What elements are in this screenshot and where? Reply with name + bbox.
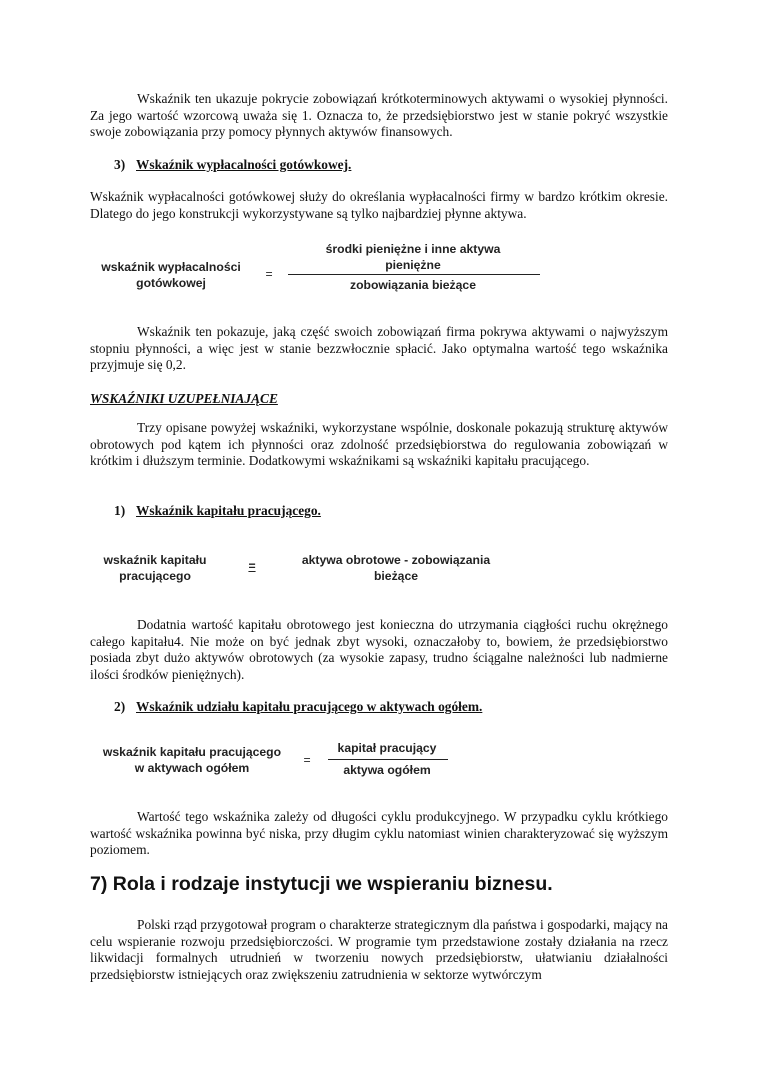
formula-lhs-line: w aktywach ogółem (134, 761, 250, 775)
heading-working-capital-share (114, 699, 482, 716)
paragraph-cash-solvency-interpretation: Wskaźnik ten pokazuje, jaką część swoich zobowiązań firma pokrywa aktywami o najwyższym stopniu płynności, a więc jest w stanie bezzwłocznie spłacić. Jako optymalna wartość tego wskaźnika przyjmuje się 0,2. (90, 324, 668, 373)
paragraph-cash-solvency-intro: Wskaźnik wypłacalności gotówkowej służy do określania wypłacalności firmy w bardzo krótkim okresie. Dlatego do jego konstrukcji wykorzystywane są tylko najbardziej płynne aktywa. (90, 189, 668, 221)
formula-rhs (290, 552, 502, 584)
heading-cash-solvency (114, 157, 351, 174)
section-title: WSKAŹNIKI UZUPEŁNIAJĄCE (90, 391, 278, 406)
heading-number: 1) (114, 503, 126, 518)
formula-lhs (94, 744, 290, 776)
paragraph-working-capital-share-interpretation: Wartość tego wskaźnika zależy od długości cyklu produkcyjnego. W przypadku cyklu krótkiego wartość wskaźnika powinna być niska, przy długim cyklu natomiast winien charakteryzować się wyższym poziomem. (90, 809, 668, 858)
paragraph-government-program: Polski rząd przygotował program o charakterze strategicznym dla państwa i gospodarki, mający na celu wspieranie rozwoju przedsiębiorczości. W programie tym przedstawione zostały działania na rzecz likwidacji formalnych utrudnień w tworzeniu nowych przedsiębiorstw, ułatwianiu działalności przedsiębiorstw istniejących oraz zwiększeniu zatrudnienia w sektorze wytwórczym (90, 917, 668, 982)
formula-equals: = (303, 753, 311, 767)
formula-rhs-line: bieżące (373, 569, 419, 583)
heading-working-capital (114, 503, 321, 520)
chapter-title: 7) Rola i rodzaje instytucji we wspieraniu biznesu. (90, 873, 553, 895)
heading-number: 3) (114, 157, 126, 172)
paragraph-working-capital-interpretation: Dodatnia wartość kapitału obrotowego jest konieczna do utrzymania ciągłości ruchu okrężnego całego kapitału4. Nie może on być jednak zbyt wysoki, oznaczałoby to, bowiem, że przedsiębiorstwo posiada zbyt dużo aktywów obrotowych (za wysokie zapasy, trudno ściągalne należności lub nadmierne ilości środków pieniężnych). (90, 617, 668, 682)
fraction-bar (288, 274, 540, 275)
heading-title: Wskaźnik udziału kapitału pracującego w aktywach ogółem. (136, 699, 483, 714)
formula-lhs-line: wskaźnik wypłacalności (101, 260, 241, 274)
formula-denominator: zobowiązania bieżące (350, 278, 476, 292)
formula-denominator: aktywa ogółem (343, 763, 431, 777)
formula-numerator-line: pieniężne (385, 258, 441, 272)
formula-equals: = (248, 559, 256, 573)
heading-title: Wskaźnik wypłacalności gotówkowej. (136, 157, 352, 172)
formula-lhs-line: gotówkowej (136, 276, 206, 290)
paragraph-supplementary-intro: Trzy opisane powyżej wskaźniki, wykorzystane wspólnie, doskonale pokazują strukturę aktywów obrotowych pod kątem ich płynności oraz zdolność przedsiębiorstwa do regulowania zobowiązań w krótkim i dłuższym terminie. Dodatkowymi wskaźnikami są wskaźniki kapitału pracującego. (90, 420, 668, 469)
formula-numerator (288, 241, 538, 273)
formula-numerator: kapitał pracujący (337, 741, 437, 755)
paragraph-liquidity-coverage: Wskaźnik ten ukazuje pokrycie zobowiązań krótkoterminowych aktywami o wysokiej płynności. Za jego wartość wzorcową uważa się 1. Oznacza to, że przedsiębiorstwo jest w stanie pokryć wszystkie swoje zobowiązania przy pomocy płynnych aktywów finansowych. (90, 91, 668, 140)
heading-number: 2) (114, 699, 126, 714)
fraction-bar (328, 759, 448, 760)
formula-lhs-line: pracującego (119, 569, 191, 583)
formula-equals: = (265, 267, 273, 281)
formula-numerator-line: środki pieniężne i inne aktywa (325, 242, 501, 256)
formula-lhs-line: wskaźnik kapitału (103, 553, 207, 567)
formula-lhs (96, 259, 246, 291)
heading-title: Wskaźnik kapitału pracującego. (136, 503, 321, 518)
formula-lhs-line: wskaźnik kapitału pracującego (102, 745, 282, 759)
formula-rhs-line: aktywa obrotowe - zobowiązania (301, 553, 491, 567)
formula-lhs (90, 552, 220, 584)
